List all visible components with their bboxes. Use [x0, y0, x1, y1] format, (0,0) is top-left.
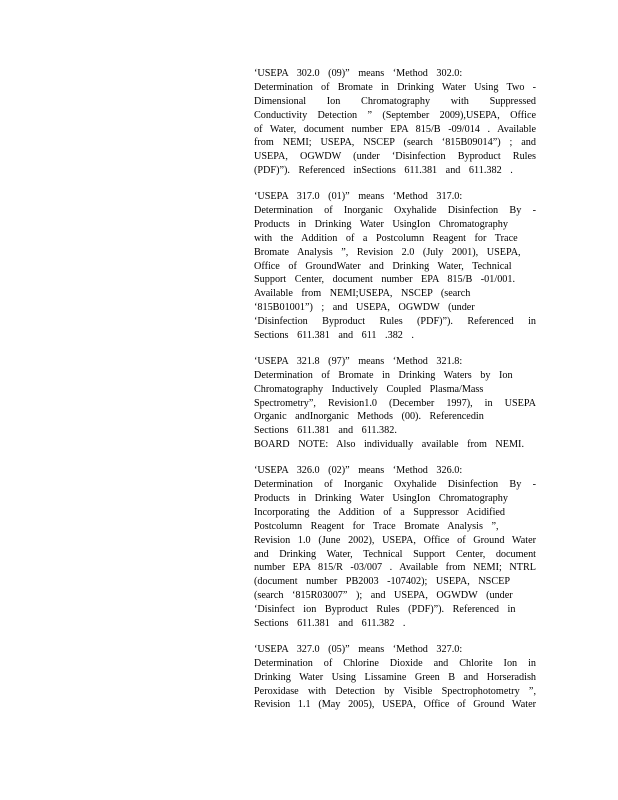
definition-usepa-326 [254, 464, 536, 631]
text-line: ‘815B01001”) ; and USEPA, OGWDW (under [254, 302, 475, 314]
definition-usepa-302 [254, 67, 536, 178]
text-line: ‘USEPA 327.0 (05)” means ‘Method 327.0: [254, 643, 463, 655]
text-line: Bromate Analysis ”, Revision 2.0 (July 2001), USEPA, [254, 246, 521, 258]
text-line: of Water, document number EPA 815/B -09/014 . Available [254, 123, 536, 135]
text-line: Support Center, document number EPA 815/B -01/001. [254, 274, 516, 286]
text-line: Chromatography Inductively Coupled Plasma/Mass [254, 383, 484, 395]
text-line: Revision 1.0 (June 2002), USEPA, Office of Ground Water [254, 534, 536, 546]
text-line: Determination of Inorganic Oxyhalide Disinfection By - [254, 479, 536, 491]
text-line: (PDF)”). Referenced inSections 611.381 and 611.382 . [254, 165, 513, 177]
board-note: BOARD NOTE: Also individually available from NEMI. [254, 439, 524, 451]
text-line: (search ‘815R03007” ); and USEPA, OGWDW (under [254, 590, 513, 602]
text-line: Determination of Bromate in Drinking Water Using Two - [254, 81, 536, 93]
text-line: Sections 611.381 and 611.382 . [254, 617, 406, 629]
text-line: Revision 1.1 (May 2005), USEPA, Office of Ground Water [254, 699, 536, 711]
text-line: ‘USEPA 317.0 (01)” means ‘Method 317.0: [254, 191, 463, 203]
text-line: Office of GroundWater and Drinking Water, Technical [254, 260, 512, 272]
text-line: Determination of Bromate in Drinking Waters by Ion [254, 369, 513, 381]
definition-usepa-317 [254, 190, 536, 343]
text-line: and Drinking Water, Technical Support Center, document [254, 548, 536, 560]
text-line: Sections 611.381 and 611.382. [254, 425, 397, 437]
text-line: Available from NEMI;USEPA, NSCEP (search [254, 288, 471, 300]
definition-usepa-321 [254, 355, 536, 452]
text-line: Incorporating the Addition of a Suppressor Acidified [254, 506, 506, 518]
text-line: Dimensional Ion Chromatography with Suppressed [254, 95, 536, 107]
text-line: Determination of Inorganic Oxyhalide Disinfection By - [254, 205, 536, 217]
text-line: Peroxidase with Detection by Visible Spectrophotometry ”, [254, 685, 536, 697]
text-line: number EPA 815/R -03/007 . Available from NEMI; NTRL [254, 562, 536, 574]
text-line: Drinking Water Using Lissamine Green B and Horseradish [254, 671, 536, 683]
text-line: Products in Drinking Water UsingIon Chromatography [254, 218, 508, 230]
text-line: Products in Drinking Water UsingIon Chromatography [254, 492, 508, 504]
text-line: ‘Disinfection Byproduct Rules (PDF)”). Referenced in [254, 316, 536, 328]
text-line: from NEMI; USEPA, NSCEP (search ‘815B09014”) ; and [254, 137, 536, 149]
text-line: Determination of Chlorine Dioxide and Chlorite Ion in [254, 657, 536, 669]
text-line: Sections 611.381 and 611 .382 . [254, 330, 414, 342]
text-column [254, 67, 536, 724]
definition-usepa-327 [254, 643, 536, 712]
text-line: ‘USEPA 302.0 (09)” means ‘Method 302.0: [254, 68, 463, 79]
text-line: Postcolumn Reagent for Trace Bromate Analysis ”, [254, 520, 499, 532]
text-line: Organic andInorganic Methods (00). Referencedin [254, 411, 484, 423]
text-line: Conductivity Detection ” (September 2009),USEPA, Office [254, 109, 536, 121]
text-line: (document number PB2003 -107402); USEPA, NSCEP [254, 576, 511, 588]
text-line: ‘USEPA 326.0 (02)” means ‘Method 326.0: [254, 465, 463, 477]
text-line: ‘USEPA 321.8 (97)” means ‘Method 321.8: [254, 355, 463, 367]
text-line: ‘Disinfect ion Byproduct Rules (PDF)”). Referenced in [254, 604, 516, 616]
text-line: with the Addition of a Postcolumn Reagent for Trace [254, 232, 518, 244]
text-line: USEPA, OGWDW (under ‘Disinfection Byproduct Rules [254, 151, 536, 163]
text-line: Spectrometry”, Revision1.0 (December 1997), in USEPA [254, 397, 536, 409]
